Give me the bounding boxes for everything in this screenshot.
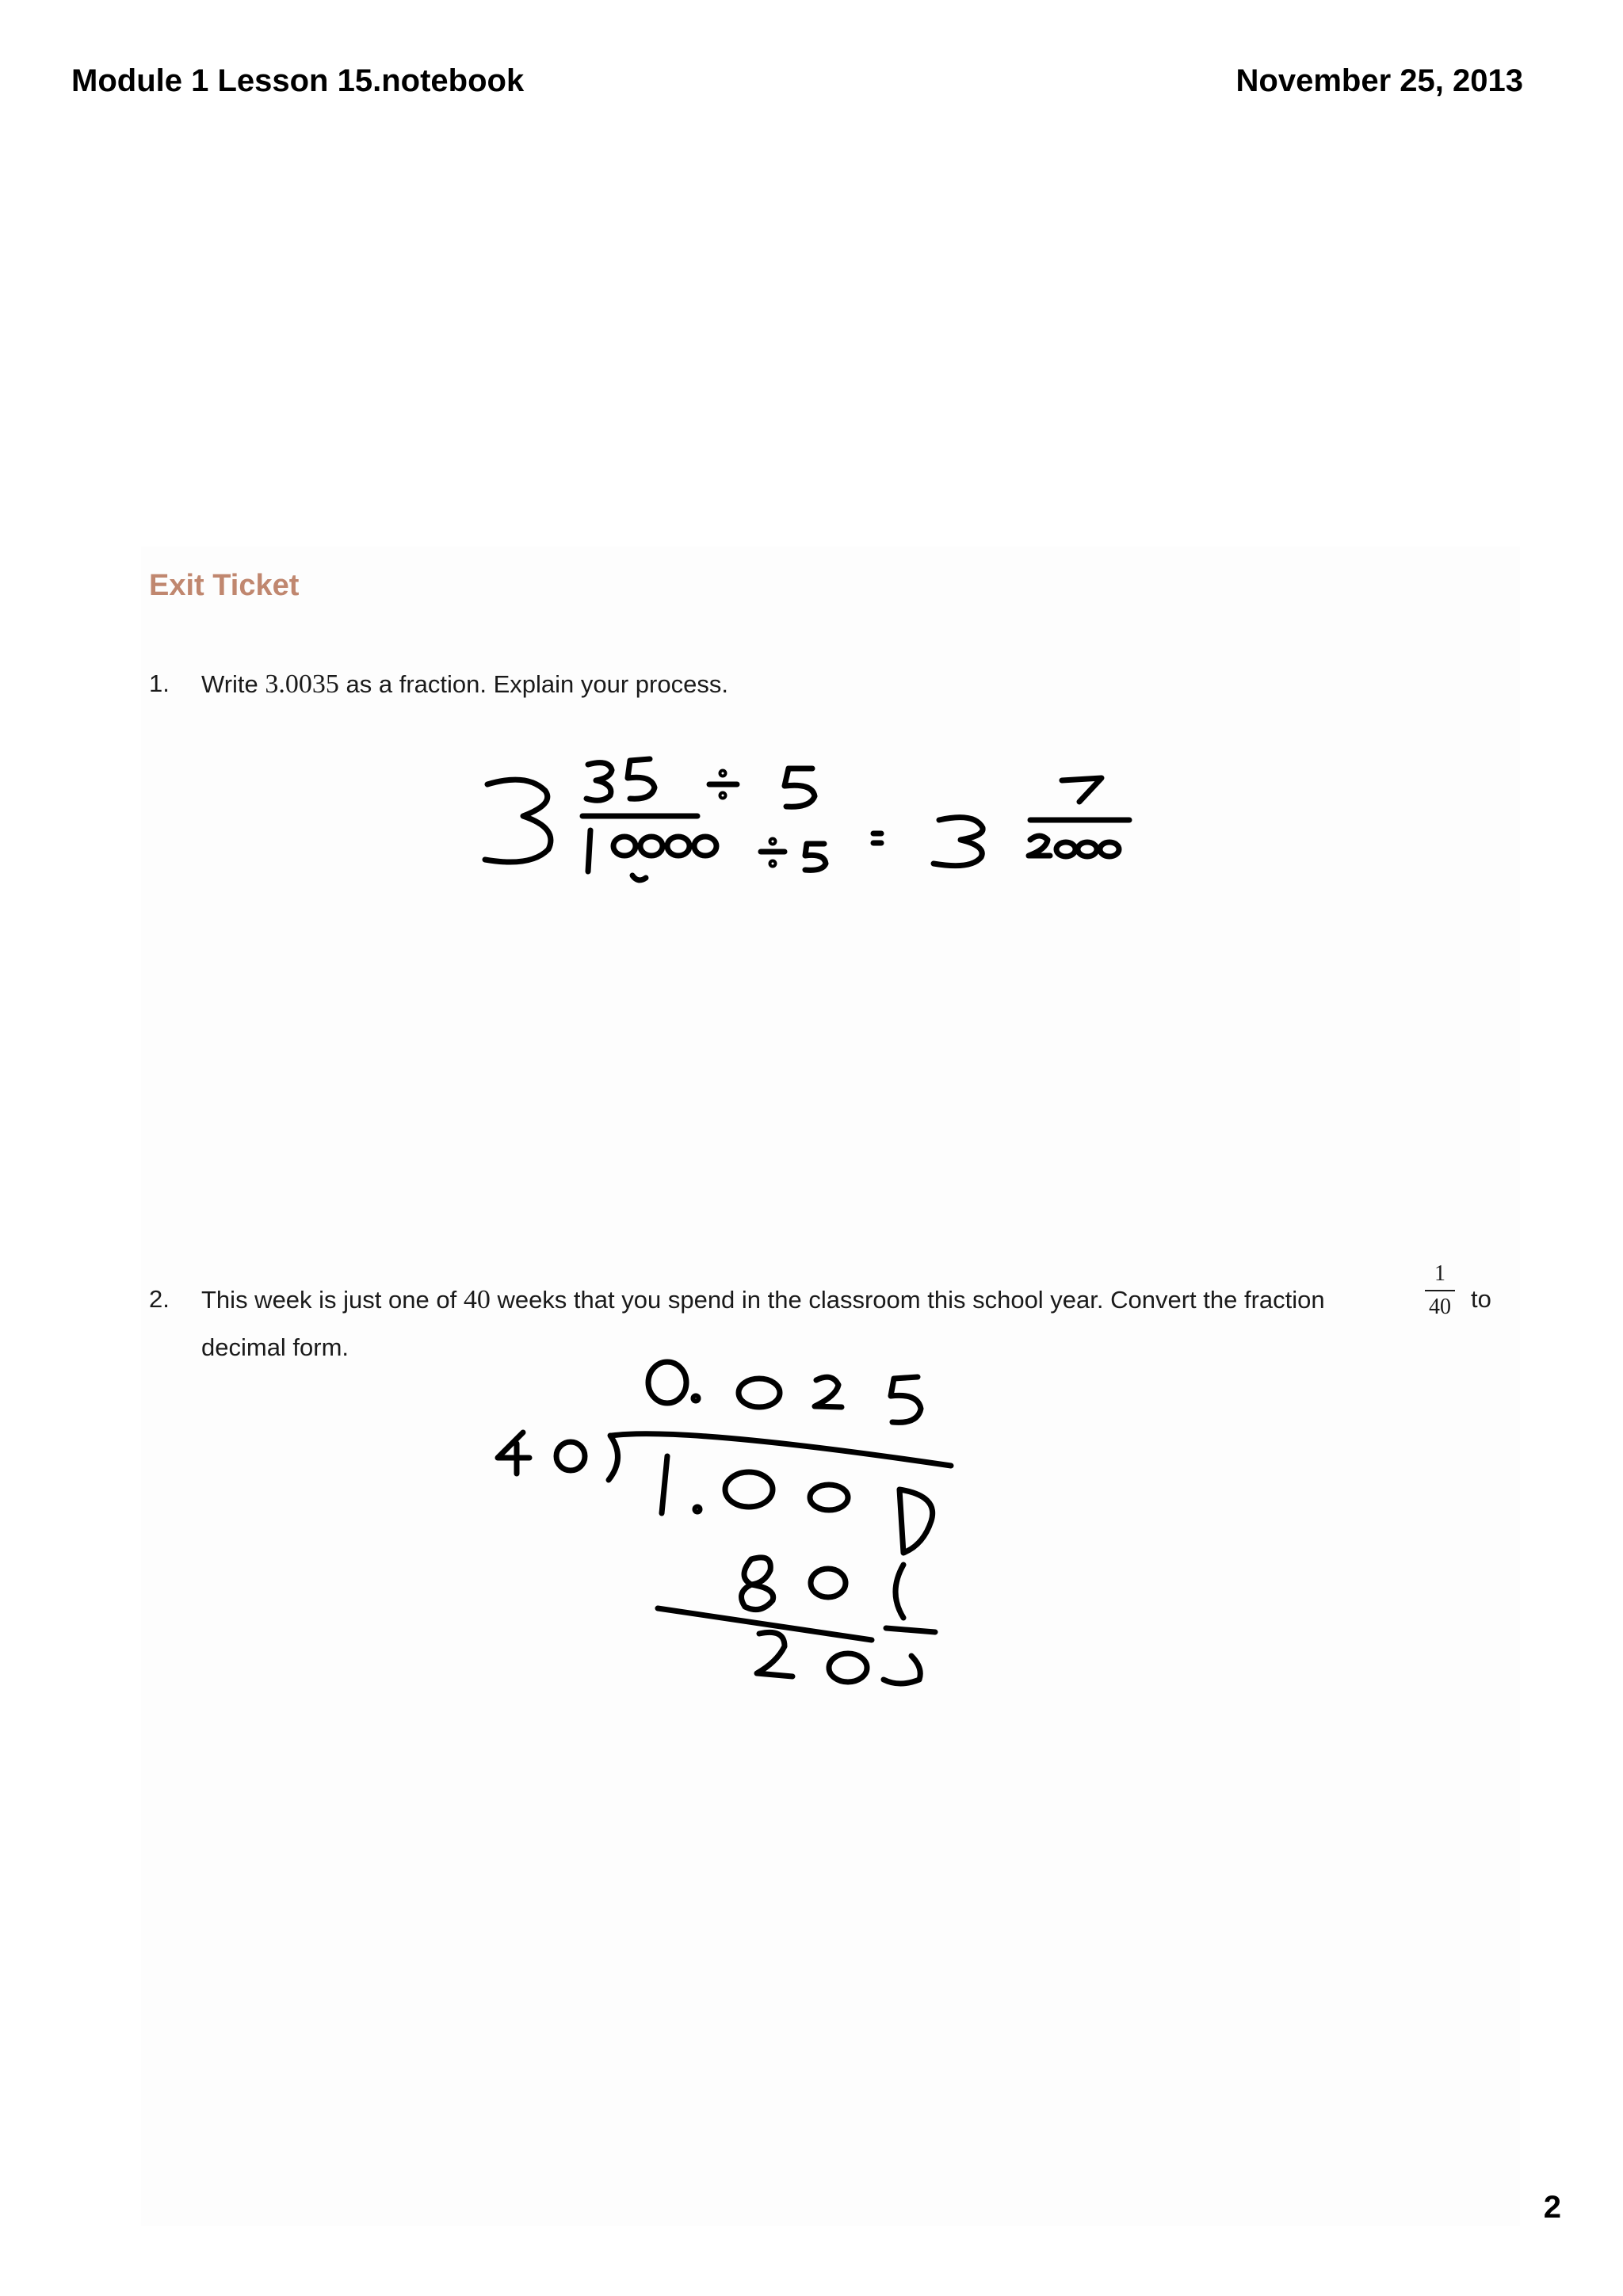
page-number: 2 (1543, 2190, 1561, 2225)
question-2-value: 40 (463, 1285, 491, 1314)
notebook-title: Module 1 Lesson 15.notebook (71, 63, 525, 98)
question-2-text: This week is just one of 40 weeks that you spend in the classroom this school year. Convert the fraction (201, 1285, 1325, 1314)
question-1-value: 3.0035 (265, 669, 339, 699)
exit-ticket-title: Exit Ticket (149, 569, 300, 602)
q2-handwriting (498, 1362, 951, 1684)
fraction-denominator: 40 (1429, 1295, 1451, 1319)
page-date: November 25, 2013 (1235, 63, 1523, 98)
question-1-text: Write 3.0035 as a fraction. Explain your process. (201, 669, 728, 699)
fraction-numerator: 1 (1434, 1261, 1445, 1286)
question-1-number: 1. (149, 669, 170, 697)
question-2-line2: decimal form. (201, 1333, 349, 1361)
question-2-text-end: to (1471, 1285, 1491, 1313)
question-2-number: 2. (149, 1285, 170, 1313)
q1-handwriting (485, 759, 1129, 880)
